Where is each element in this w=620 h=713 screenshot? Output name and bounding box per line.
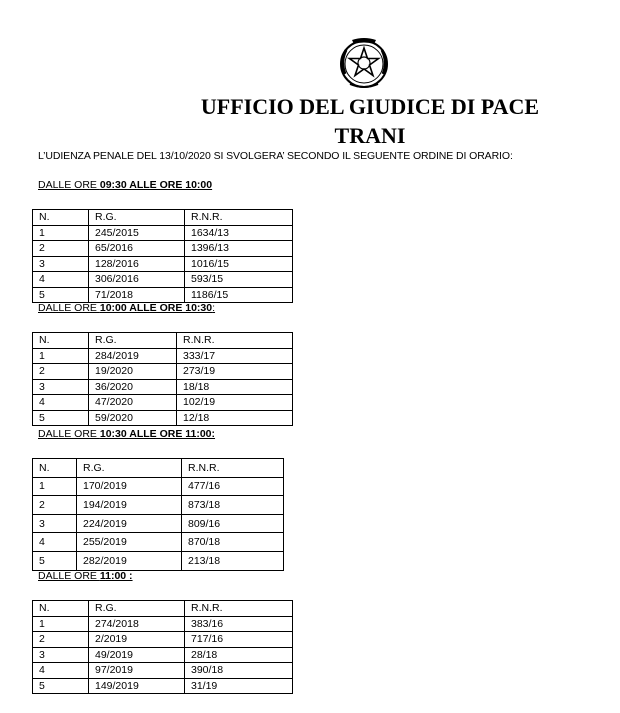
table-cell: 194/2019	[77, 496, 182, 515]
table-cell: 5	[33, 678, 89, 694]
table-cell: 282/2019	[77, 551, 182, 570]
table-cell: 2	[33, 496, 77, 515]
table-cell: N.	[33, 601, 89, 617]
table-cell: 873/18	[182, 496, 284, 515]
table-cell: 593/15	[185, 272, 293, 288]
table-header-row	[33, 601, 293, 617]
table-cell: 65/2016	[89, 241, 185, 257]
table-row	[33, 287, 293, 303]
table-row	[33, 379, 293, 395]
table-cell: R.G.	[77, 459, 182, 478]
schedule-table-1	[32, 209, 293, 303]
table-cell: 870/18	[182, 533, 284, 552]
table-cell: 383/16	[185, 616, 293, 632]
table-header-row	[33, 333, 293, 349]
table-cell: R.G.	[89, 210, 185, 226]
table-cell: 3	[33, 647, 89, 663]
table-body	[33, 459, 284, 571]
table-cell: 2/2019	[89, 632, 185, 648]
table-cell: R.N.R.	[185, 210, 293, 226]
table-row	[33, 551, 284, 570]
table-row	[33, 477, 284, 496]
table-cell: 1	[33, 348, 89, 364]
republic-emblem-icon	[336, 34, 392, 90]
table-header-row	[33, 459, 284, 478]
table-cell: 28/18	[185, 647, 293, 663]
table-body	[33, 601, 293, 694]
table-cell: 1016/15	[185, 256, 293, 272]
table-cell: 19/2020	[89, 364, 177, 380]
table-row	[33, 533, 284, 552]
table-cell: 477/16	[182, 477, 284, 496]
table-cell: R.G.	[89, 333, 177, 349]
table-row	[33, 348, 293, 364]
table-cell: 2	[33, 241, 89, 257]
table-cell: 31/19	[185, 678, 293, 694]
table-cell: 3	[33, 379, 89, 395]
table-cell: 36/2020	[89, 379, 177, 395]
table-cell: 5	[33, 551, 77, 570]
table-cell: 274/2018	[89, 616, 185, 632]
table-cell: 2	[33, 364, 89, 380]
table-cell: 333/17	[177, 348, 293, 364]
table-row	[33, 632, 293, 648]
schedule-table-2	[32, 332, 293, 426]
table-cell: 390/18	[185, 663, 293, 679]
table-cell: 97/2019	[89, 663, 185, 679]
schedule-table-3	[32, 458, 284, 571]
table-cell: 71/2018	[89, 287, 185, 303]
table-cell: 1	[33, 225, 89, 241]
table-cell: 809/16	[182, 514, 284, 533]
table-cell: 4	[33, 533, 77, 552]
table-body	[33, 210, 293, 303]
table-cell: 1634/13	[185, 225, 293, 241]
table-cell: 170/2019	[77, 477, 182, 496]
table-cell: 12/18	[177, 410, 293, 426]
table-cell: 213/18	[182, 551, 284, 570]
session-heading-1: DALLE ORE 09:30 ALLE ORE 10:00	[38, 179, 213, 191]
table-cell: N.	[33, 459, 77, 478]
table-row	[33, 410, 293, 426]
table-cell: 3	[33, 514, 77, 533]
schedule-table-4	[32, 600, 293, 694]
table-row	[33, 395, 293, 411]
table-cell: 1186/15	[185, 287, 293, 303]
table-cell: 128/2016	[89, 256, 185, 272]
table-row	[33, 256, 293, 272]
table-row	[33, 364, 293, 380]
table-cell: R.N.R.	[182, 459, 284, 478]
table-cell: 224/2019	[77, 514, 182, 533]
table-cell: 4	[33, 395, 89, 411]
session-heading-3: DALLE ORE 10:30 ALLE ORE 11:00:	[38, 428, 216, 440]
hearing-intro: L’UDIENZA PENALE DEL 13/10/2020 SI SVOLGERA’ SECONDO IL SEGUENTE ORDINE DI ORARIO:	[38, 150, 513, 162]
table-cell: 4	[33, 663, 89, 679]
table-row	[33, 663, 293, 679]
table-cell: 102/19	[177, 395, 293, 411]
table-row	[33, 678, 293, 694]
table-cell: 255/2019	[77, 533, 182, 552]
table-cell: 1	[33, 477, 77, 496]
table-cell: 149/2019	[89, 678, 185, 694]
table-cell: 273/19	[177, 364, 293, 380]
table-cell: 5	[33, 287, 89, 303]
table-row	[33, 496, 284, 515]
office-city: TRANI	[334, 123, 406, 148]
session-heading-4: DALLE ORE 11:00 :	[38, 570, 133, 582]
table-cell: 284/2019	[89, 348, 177, 364]
table-cell: 2	[33, 632, 89, 648]
table-cell: R.N.R.	[177, 333, 293, 349]
table-cell: 717/16	[185, 632, 293, 648]
table-row	[33, 647, 293, 663]
table-cell: 1	[33, 616, 89, 632]
table-cell: 1396/13	[185, 241, 293, 257]
table-header-row	[33, 210, 293, 226]
table-cell: R.G.	[89, 601, 185, 617]
table-row	[33, 272, 293, 288]
table-row	[33, 225, 293, 241]
table-row	[33, 616, 293, 632]
table-cell: 49/2019	[89, 647, 185, 663]
office-title: UFFICIO DEL GIUDICE DI PACE	[200, 94, 540, 119]
table-cell: R.N.R.	[185, 601, 293, 617]
table-cell: N.	[33, 333, 89, 349]
table-cell: N.	[33, 210, 89, 226]
table-cell: 59/2020	[89, 410, 177, 426]
table-cell: 5	[33, 410, 89, 426]
table-row	[33, 514, 284, 533]
table-cell: 3	[33, 256, 89, 272]
table-cell: 306/2016	[89, 272, 185, 288]
session-heading-2: DALLE ORE 10:00 ALLE ORE 10:30:	[38, 302, 216, 314]
table-body	[33, 333, 293, 426]
table-cell: 4	[33, 272, 89, 288]
table-cell: 47/2020	[89, 395, 177, 411]
table-cell: 18/18	[177, 379, 293, 395]
table-row	[33, 241, 293, 257]
table-cell: 245/2015	[89, 225, 185, 241]
